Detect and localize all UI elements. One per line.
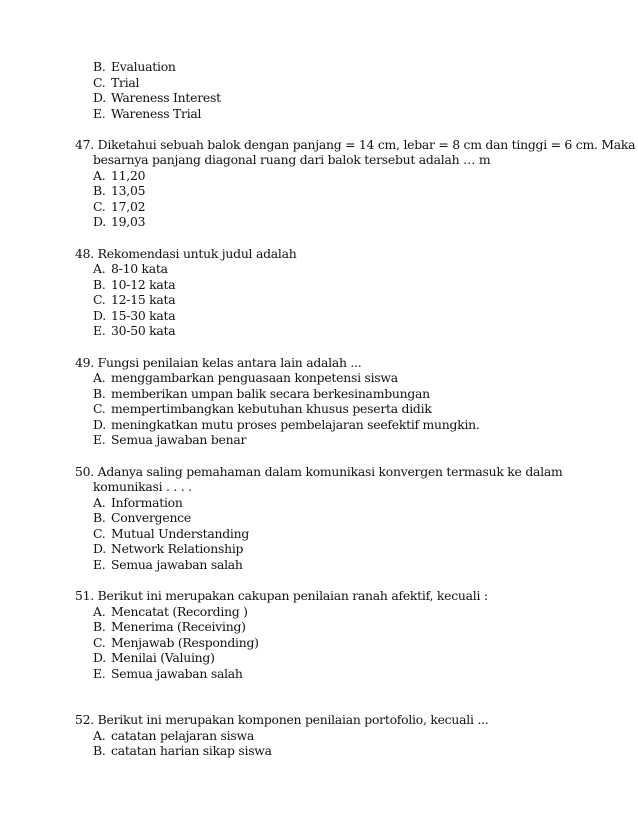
option-letter: E. — [93, 432, 106, 447]
question-text: besarnya panjang diagonal ruang dari balok tersebut adalah … m — [93, 152, 491, 167]
option-text: Semua jawaban benar — [111, 432, 247, 447]
question-52 — [75, 712, 488, 728]
option-letter: C. — [93, 401, 106, 416]
option-letter: A. — [93, 261, 106, 276]
option-text: Mutual Understanding — [111, 526, 250, 541]
option-text: mempertimbangkan kebutuhan khusus peserta didik — [111, 401, 432, 416]
option-letter: B. — [93, 183, 106, 198]
option-text: memberikan umpan balik secara berkesinambungan — [111, 386, 430, 401]
option-text: Mencatat (Recording ) — [111, 604, 248, 619]
option-c — [93, 75, 139, 91]
question-number: 52. — [75, 712, 94, 727]
option-a — [93, 370, 398, 386]
option-text: 13,05 — [111, 183, 146, 198]
option-a — [93, 261, 168, 277]
question-text: Rekomendasi untuk judul adalah — [97, 246, 297, 261]
option-text: meningkatkan mutu proses pembelajaran seefektif mungkin. — [111, 417, 480, 432]
question-number: 48. — [75, 246, 94, 261]
option-a — [93, 495, 183, 511]
option-text: 30-50 kata — [111, 323, 176, 338]
option-b — [93, 743, 272, 759]
option-letter: B. — [93, 386, 106, 401]
option-letter: B. — [93, 277, 106, 292]
option-letter: E. — [93, 557, 106, 572]
option-b — [93, 619, 246, 635]
option-e — [93, 432, 246, 448]
option-text: Wareness Interest — [111, 90, 221, 105]
option-text: Menjawab (Responding) — [111, 635, 259, 650]
option-letter: E. — [93, 323, 106, 338]
option-b — [93, 183, 145, 199]
option-a — [93, 604, 248, 620]
option-text: menggambarkan penguasaan konpetensi siswa — [111, 370, 398, 385]
option-d — [93, 541, 243, 557]
option-text: 19,03 — [111, 214, 146, 229]
question-text: Fungsi penilaian kelas antara lain adalah ... — [97, 355, 362, 370]
option-c — [93, 199, 145, 215]
option-d — [93, 214, 145, 230]
option-text: Semua jawaban salah — [111, 666, 243, 681]
question-number: 47. — [75, 137, 94, 152]
option-d — [93, 90, 221, 106]
question-47-continuation — [93, 152, 490, 168]
option-text: Wareness Trial — [111, 106, 202, 121]
option-letter: D. — [93, 214, 106, 229]
option-letter: D. — [93, 417, 106, 432]
option-text: Menerima (Receiving) — [111, 619, 246, 634]
question-number: 50. — [75, 464, 94, 479]
question-number: 51. — [75, 588, 94, 603]
question-text: komunikasi . . . . — [93, 479, 192, 494]
option-text: catatan pelajaran siswa — [111, 728, 254, 743]
option-letter: B. — [93, 619, 106, 634]
question-text: Berikut ini merupakan komponen penilaian portofolio, kecuali ... — [97, 712, 489, 727]
option-e — [93, 557, 243, 573]
option-text: 17,02 — [111, 199, 146, 214]
option-text: Information — [111, 495, 183, 510]
option-text: Semua jawaban salah — [111, 557, 243, 572]
option-text: Network Relationship — [111, 541, 244, 556]
option-c — [93, 401, 432, 417]
option-letter: C. — [93, 635, 106, 650]
option-b — [93, 59, 176, 75]
option-text: Convergence — [111, 510, 191, 525]
option-letter: E. — [93, 666, 106, 681]
option-c — [93, 526, 249, 542]
option-a — [93, 168, 145, 184]
question-47 — [75, 137, 635, 153]
option-text: 8-10 kata — [111, 261, 168, 276]
option-a — [93, 728, 254, 744]
question-50-continuation — [93, 479, 192, 495]
option-d — [93, 650, 215, 666]
question-50 — [75, 464, 563, 480]
option-letter: A. — [93, 728, 106, 743]
option-letter: D. — [93, 541, 106, 556]
option-letter: D. — [93, 90, 106, 105]
option-text: Menilai (Valuing) — [111, 650, 215, 665]
question-49 — [75, 355, 362, 371]
option-text: 15-30 kata — [111, 308, 176, 323]
option-text: Evaluation — [111, 59, 176, 74]
option-letter: B. — [93, 743, 106, 758]
option-text: catatan harian sikap siswa — [111, 743, 272, 758]
option-text: Trial — [111, 75, 140, 90]
option-letter: D. — [93, 308, 106, 323]
question-text: Diketahui sebuah balok dengan panjang = 14 cm, lebar = 8 cm dan tinggi = 6 cm. Maka — [97, 137, 636, 152]
option-letter: C. — [93, 75, 106, 90]
option-b — [93, 386, 430, 402]
question-text: Berikut ini merupakan cakupan penilaian ranah afektif, kecuali : — [97, 588, 488, 603]
option-letter: E. — [93, 106, 106, 121]
option-e — [93, 323, 175, 339]
option-c — [93, 635, 259, 651]
option-c — [93, 292, 175, 308]
option-letter: B. — [93, 59, 106, 74]
option-letter: C. — [93, 526, 106, 541]
option-e — [93, 106, 201, 122]
question-51 — [75, 588, 488, 604]
option-text: 12-15 kata — [111, 292, 176, 307]
option-letter: A. — [93, 370, 106, 385]
option-letter: D. — [93, 650, 106, 665]
option-e — [93, 666, 243, 682]
question-text: Adanya saling pemahaman dalam komunikasi konvergen termasuk ke dalam — [97, 464, 563, 479]
option-letter: A. — [93, 604, 106, 619]
option-text: 10-12 kata — [111, 277, 176, 292]
option-text: 11,20 — [111, 168, 146, 183]
option-b — [93, 510, 191, 526]
option-letter: B. — [93, 510, 106, 525]
option-d — [93, 308, 175, 324]
option-d — [93, 417, 480, 433]
option-letter: A. — [93, 495, 106, 510]
option-letter: A. — [93, 168, 106, 183]
question-number: 49. — [75, 355, 94, 370]
option-letter: C. — [93, 292, 106, 307]
option-letter: C. — [93, 199, 106, 214]
question-48 — [75, 246, 296, 262]
option-b — [93, 277, 175, 293]
